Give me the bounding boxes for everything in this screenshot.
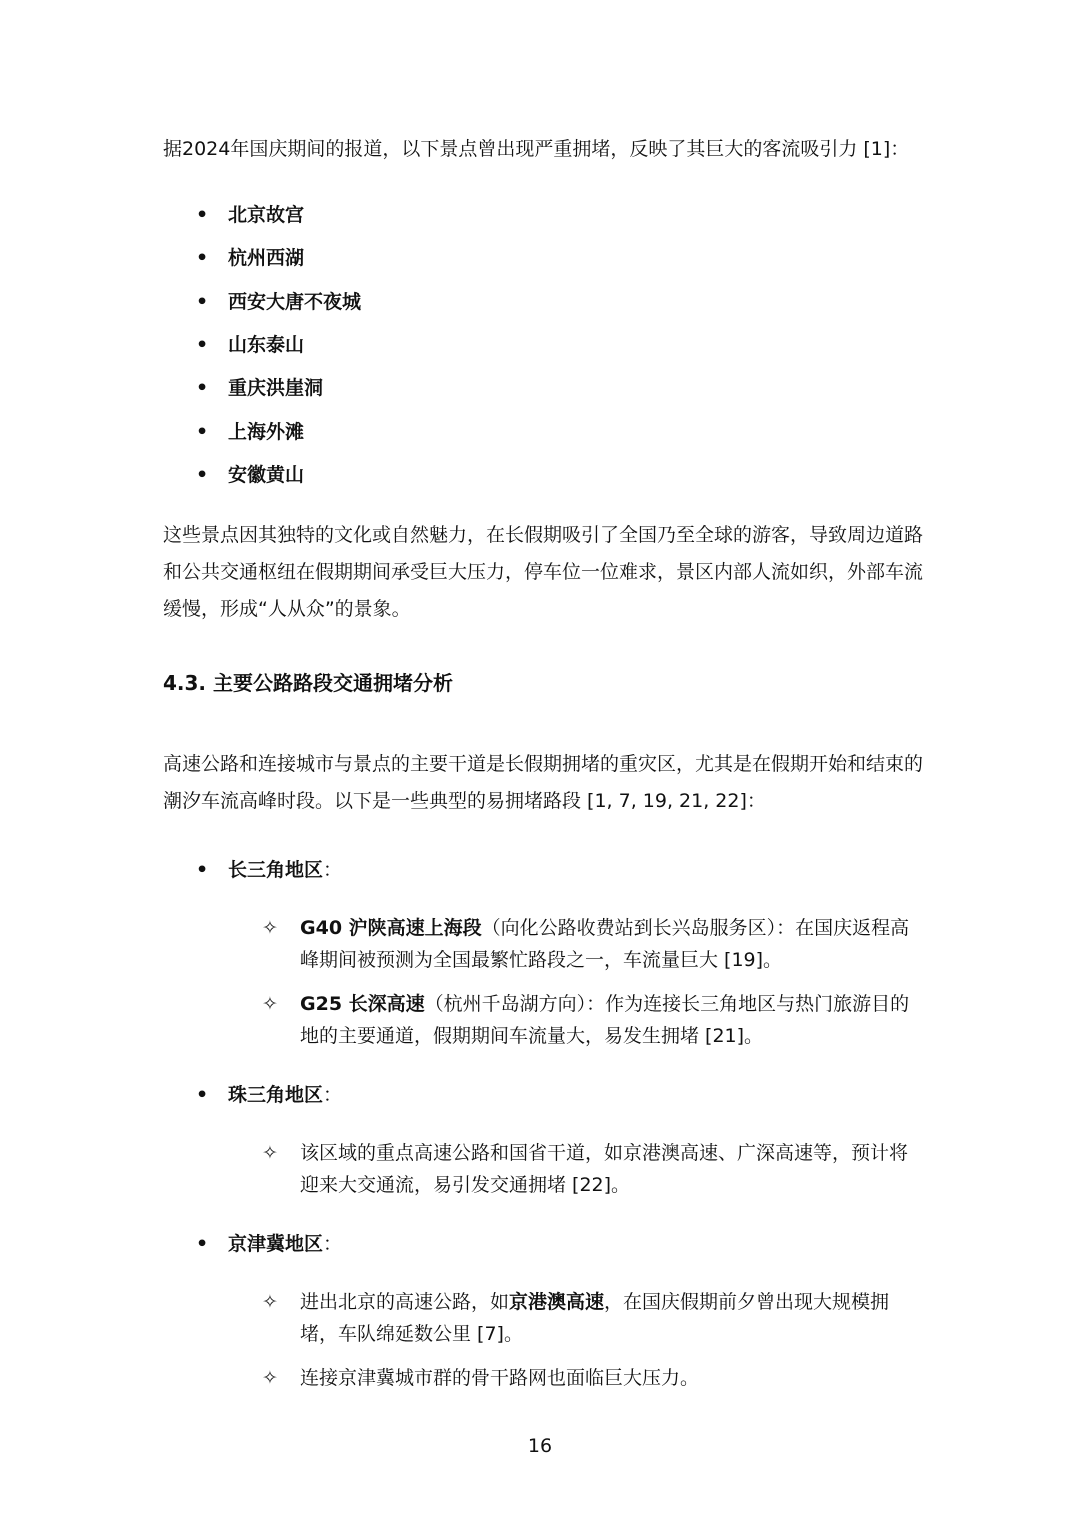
road-name: G40 沪陕高速上海段 [300,917,482,939]
sparkle-bullet-icon: ✧ [262,993,278,1015]
bullet-icon: • [196,204,209,226]
region-heading-prd [228,1082,342,1108]
road-intro: 进出北京的高速公路，如 [300,1291,510,1313]
list-item-attraction: 上海外滩 [228,421,305,443]
list-item-attraction: 安徽黄山 [228,464,305,486]
bullet-icon: • [196,464,209,486]
bullet-icon: • [196,1084,209,1106]
list-item-attraction: 西安大唐不夜城 [228,291,362,313]
road-detail: （杭州千岛湖方向）：作为连接长三角地区与热门旅游目的地的主要通道，假期期间车流量大，易发生拥堵 [21]。 [300,993,910,1047]
section-heading [163,668,453,698]
section-title: 主要公路路段交通拥堵分析 [213,671,453,695]
sparkle-bullet-icon: ✧ [262,1142,278,1164]
road-name: 京港澳高速 [509,1291,605,1313]
road-detail: （向化公路收费站到长兴岛服务区）：在国庆返程高峰期间被预测为全国最繁忙路段之一，车流量巨大 [19]。 [300,917,910,971]
page-number: 16 [527,1435,553,1457]
sparkle-bullet-icon: ✧ [262,1367,278,1389]
road-name: G25 长深高速 [300,993,425,1015]
region-suffix: ： [323,859,343,881]
section-number: 4.3. [163,671,207,695]
sub-item-prd: 该区域的重点高速公路和国省干道，如京港澳高速、广深高速等，预计将迎来大交通流，易引发交通拥堵 [22]。 [300,1142,909,1196]
region-heading-yrd [228,857,342,883]
region-suffix: ： [323,1084,343,1106]
bullet-icon: • [196,334,209,356]
road-detail: ，在国庆假期前夕曾出现大规模拥堵，车队绵延数公里 [7]。 [300,1291,890,1345]
region-name: 珠三角地区 [228,1084,324,1106]
region-name: 京津冀地区 [228,1233,324,1255]
sub-item-beijing [300,1286,920,1350]
section-intro-paragraph: 高速公路和连接城市与景点的主要干道是长假期拥堵的重灾区，尤其是在假期开始和结束的潮汐车流高峰时段。以下是一些典型的易拥堵路段 [1, 7, 19, 21, 22]： [163,753,924,812]
sparkle-bullet-icon: ✧ [262,1291,278,1313]
sparkle-bullet-icon: ✧ [262,917,278,939]
region-heading-bth [228,1231,342,1257]
sub-item-g25 [300,988,920,1052]
bullet-icon: • [196,291,209,313]
attractions-summary-paragraph: 这些景点因其独特的文化或自然魅力，在长假期吸引了全国乃至全球的游客，导致周边道路和公共交通枢纽在假期期间承受巨大压力，停车位一位难求，景区内部人流如织，外部车流缓慢，形成“人从众”的景象。 [163,524,924,620]
list-item-attraction: 杭州西湖 [228,247,305,269]
bullet-icon: • [196,1233,209,1255]
sub-item-g40 [300,912,920,976]
list-item-attraction: 重庆洪崖洞 [228,377,324,399]
list-item-attraction: 北京故宫 [228,204,305,226]
bullet-icon: • [196,247,209,269]
region-name: 长三角地区 [228,859,324,881]
region-suffix: ： [323,1233,343,1255]
sub-item-network: 连接京津冀城市群的骨干路网也面临巨大压力。 [300,1367,700,1389]
intro-paragraph: 据2024年国庆期间的报道，以下景点曾出现严重拥堵，反映了其巨大的客流吸引力 [1]： [163,138,910,160]
bullet-icon: • [196,859,209,881]
list-item-attraction: 山东泰山 [228,334,305,356]
bullet-icon: • [196,421,209,443]
bullet-icon: • [196,377,209,399]
